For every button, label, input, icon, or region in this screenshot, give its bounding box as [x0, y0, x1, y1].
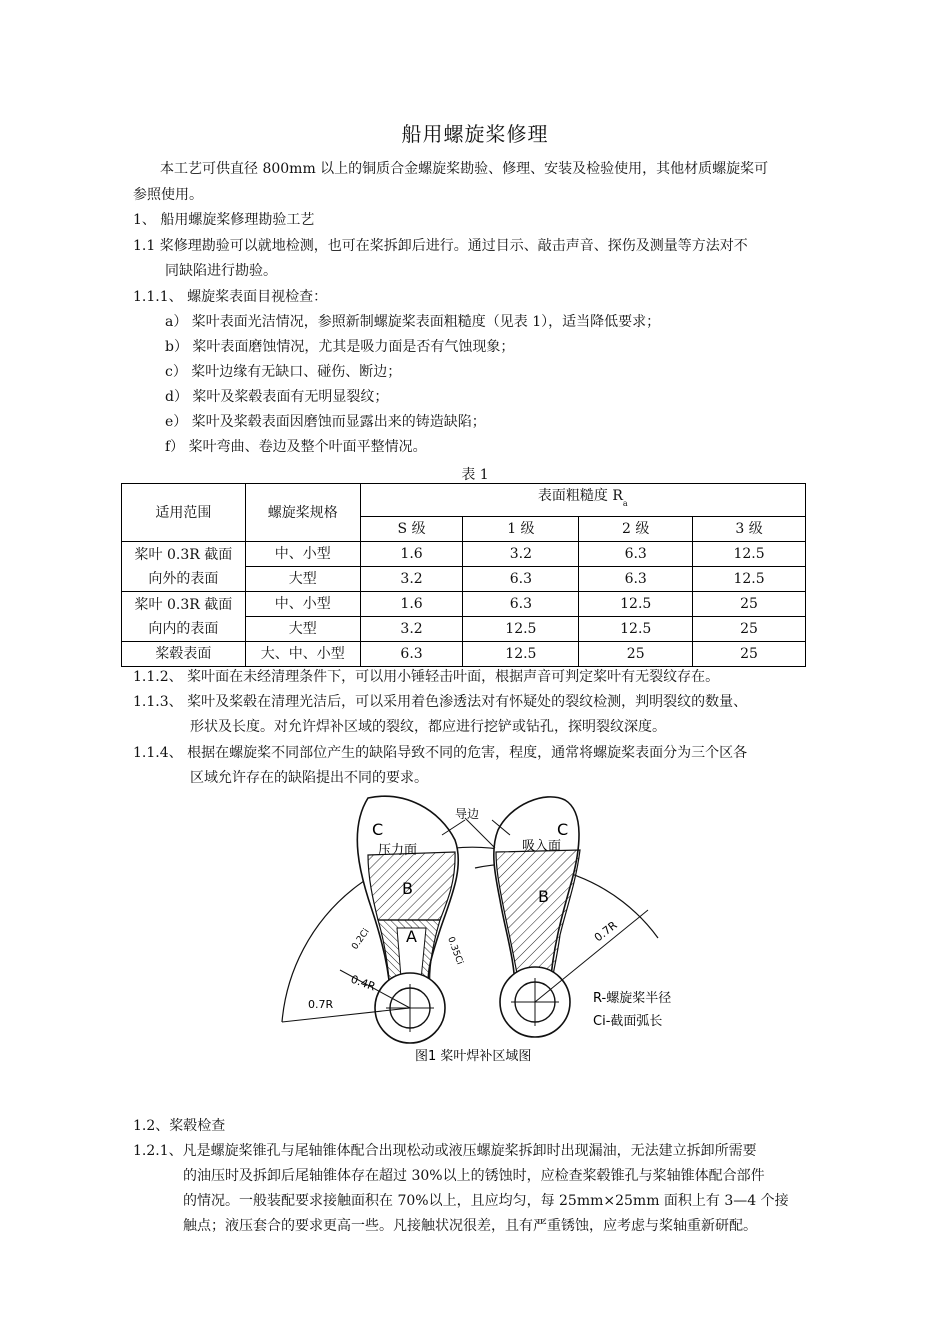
- value-cell: 25: [579, 642, 693, 667]
- lead-edge-label: 导边: [455, 807, 480, 821]
- roughness-table: [121, 483, 806, 667]
- value-cell: 1.6: [360, 542, 463, 567]
- zone-c-left-label: C: [372, 820, 384, 839]
- table-row: [122, 642, 806, 667]
- para-1-2-1-line-2: 的油压时及拆卸后尾轴锥体存在超过 30%以上的锈蚀时，应检查桨毂锥孔与桨轴锥体配合部件: [183, 1168, 765, 1184]
- value-cell: 12.5: [463, 642, 579, 667]
- para-1-1-line-1: 1.1 桨修理勘验可以就地检测，也可在桨拆卸后进行。通过目示、敲击声音、探伤及测量等方法对不: [133, 238, 748, 254]
- spec-cell: 中、小型: [245, 592, 360, 617]
- scope-outer-line-2: 向外的表面: [148, 570, 219, 587]
- figure-caption: 图1 桨叶焊补区域图: [415, 1049, 532, 1064]
- section-1-2-heading: 1.2、桨毂检查: [133, 1118, 226, 1134]
- value-cell: 12.5: [579, 592, 693, 617]
- value-cell: 12.5: [693, 567, 806, 592]
- c02-label: 0.2Ci: [350, 927, 372, 952]
- para-1-1-1-heading: 1.1.1、 螺旋桨表面目视检查：: [133, 289, 328, 305]
- list-item-d: d） 桨叶及桨毂表面有无明显裂纹；: [165, 389, 389, 405]
- r07-left-label: 0.7R: [308, 998, 334, 1011]
- scope-hub: 桨毂表面: [122, 642, 246, 667]
- value-cell: 3.2: [463, 542, 579, 567]
- para-1-2-1-line-1: 1.2.1、凡是螺旋桨锥孔与尾轴锥体配合出现松动或液压螺旋桨拆卸时出现漏油，无法建立拆卸所需要: [133, 1143, 757, 1159]
- header-spec: 螺旋桨规格: [245, 484, 360, 542]
- value-cell: 12.5: [463, 617, 579, 642]
- zone-b-left-label: B: [402, 879, 413, 898]
- value-cell: 1.6: [360, 592, 463, 617]
- r07-right-label: 0.7R: [591, 918, 620, 945]
- scope-inner: [122, 592, 246, 642]
- scope-outer: [122, 542, 246, 592]
- para-1-2-1-line-3: 的情况。一般装配要求接触面积在 70%以上，且应均匀，每 25mm×25mm 面积上有 3—4 个接: [183, 1193, 789, 1209]
- list-item-a: a） 桨叶表面光洁情况，参照新制螺旋桨表面粗糙度（见表 1），适当降低要求；: [165, 314, 661, 330]
- value-cell: 12.5: [579, 617, 693, 642]
- document-title: 船用螺旋桨修理: [401, 122, 549, 146]
- value-cell: 6.3: [463, 592, 579, 617]
- value-cell: 6.3: [360, 642, 463, 667]
- c035-label: 0.35Ci: [445, 935, 465, 967]
- section-1-heading: 1、 船用螺旋桨修理勘验工艺: [133, 212, 315, 228]
- legend-r: R-螺旋桨半径: [593, 991, 672, 1006]
- intro-line-1: 本工艺可供直径 800mm 以上的铜质合金螺旋桨勘验、修理、安装及检验使用，其他材质螺旋桨可: [160, 161, 769, 177]
- list-item-c: c） 桨叶边缘有无缺口、碰伤、断边；: [165, 364, 402, 380]
- value-cell: 12.5: [693, 542, 806, 567]
- para-1-1-2: 1.1.2、 桨叶面在未经清理条件下，可以用小锤轻击叶面，根据声音可判定桨叶有无裂纹存在。: [133, 669, 720, 685]
- suction-face-label: 吸入面: [522, 839, 562, 854]
- spec-cell: 大型: [245, 567, 360, 592]
- header-roughness-label: 表面粗糙度 R: [537, 488, 623, 504]
- scope-inner-line-2: 向内的表面: [148, 620, 219, 637]
- zone-c-right-label: C: [557, 820, 569, 839]
- zone-a-label: A: [406, 927, 417, 946]
- pressure-face-label: 压力面: [378, 843, 418, 858]
- value-cell: 6.3: [579, 567, 693, 592]
- value-cell: 3.2: [360, 567, 463, 592]
- para-1-1-3-line-2: 形状及长度。对允许焊补区域的裂纹，都应进行挖铲或钻孔，探明裂纹深度。: [190, 719, 666, 735]
- blade-weld-zone-figure: [260, 790, 700, 1070]
- header-roughness: [360, 484, 805, 517]
- scope-outer-line-1: 桨叶 0.3R 截面: [134, 546, 233, 563]
- spec-cell: 中、小型: [245, 542, 360, 567]
- value-cell: 6.3: [463, 567, 579, 592]
- para-1-1-line-2: 同缺陷进行勘验。: [165, 263, 277, 279]
- para-1-1-4-line-2: 区域允许存在的缺陷提出不同的要求。: [190, 770, 428, 786]
- value-cell: 3.2: [360, 617, 463, 642]
- zone-b-right: [496, 850, 580, 980]
- value-cell: 25: [693, 617, 806, 642]
- spec-cell: 大型: [245, 617, 360, 642]
- para-1-2-1-line-4: 触点；液压套合的要求更高一些。凡接触状况很差，且有严重锈蚀，应考虑与桨轴重新研配。: [183, 1218, 757, 1234]
- list-item-f: f） 桨叶弯曲、卷边及整个叶面平整情况。: [165, 439, 427, 455]
- table-row: [122, 592, 806, 617]
- value-cell: 25: [693, 642, 806, 667]
- scope-inner-line-1: 桨叶 0.3R 截面: [134, 596, 233, 613]
- header-grade-1: 1 级: [463, 517, 579, 542]
- para-1-1-3-line-1: 1.1.3、 桨叶及桨毂在清理光洁后，可以采用着色渗透法对有怀疑处的裂纹检测，判明裂纹的数量、: [133, 694, 748, 710]
- zone-b-right-label: B: [538, 887, 549, 906]
- r04-label: 0.4R: [348, 972, 378, 994]
- para-1-1-4-line-1: 1.1.4、 根据在螺旋桨不同部位产生的缺陷导致不同的危害，程度，通常将螺旋桨表面分为三个区各: [133, 745, 748, 761]
- list-item-e: e） 桨叶及桨毂表面因磨蚀而显露出来的铸造缺陷；: [165, 414, 486, 430]
- header-grade-s: S 级: [360, 517, 463, 542]
- list-item-b: b） 桨叶表面磨蚀情况，尤其是吸力面是否有气蚀现象；: [165, 339, 515, 355]
- legend-ci: Ci-截面弧长: [593, 1014, 663, 1029]
- header-roughness-sub: a: [622, 499, 628, 508]
- value-cell: 6.3: [579, 542, 693, 567]
- header-grade-3: 3 级: [693, 517, 806, 542]
- intro-line-2: 参照使用。: [133, 187, 203, 203]
- table-row: [122, 542, 806, 567]
- value-cell: 25: [693, 592, 806, 617]
- table-caption: 表 1: [461, 467, 489, 483]
- header-grade-2: 2 级: [579, 517, 693, 542]
- spec-cell: 大、中、小型: [245, 642, 360, 667]
- header-scope: 适用范围: [122, 484, 246, 542]
